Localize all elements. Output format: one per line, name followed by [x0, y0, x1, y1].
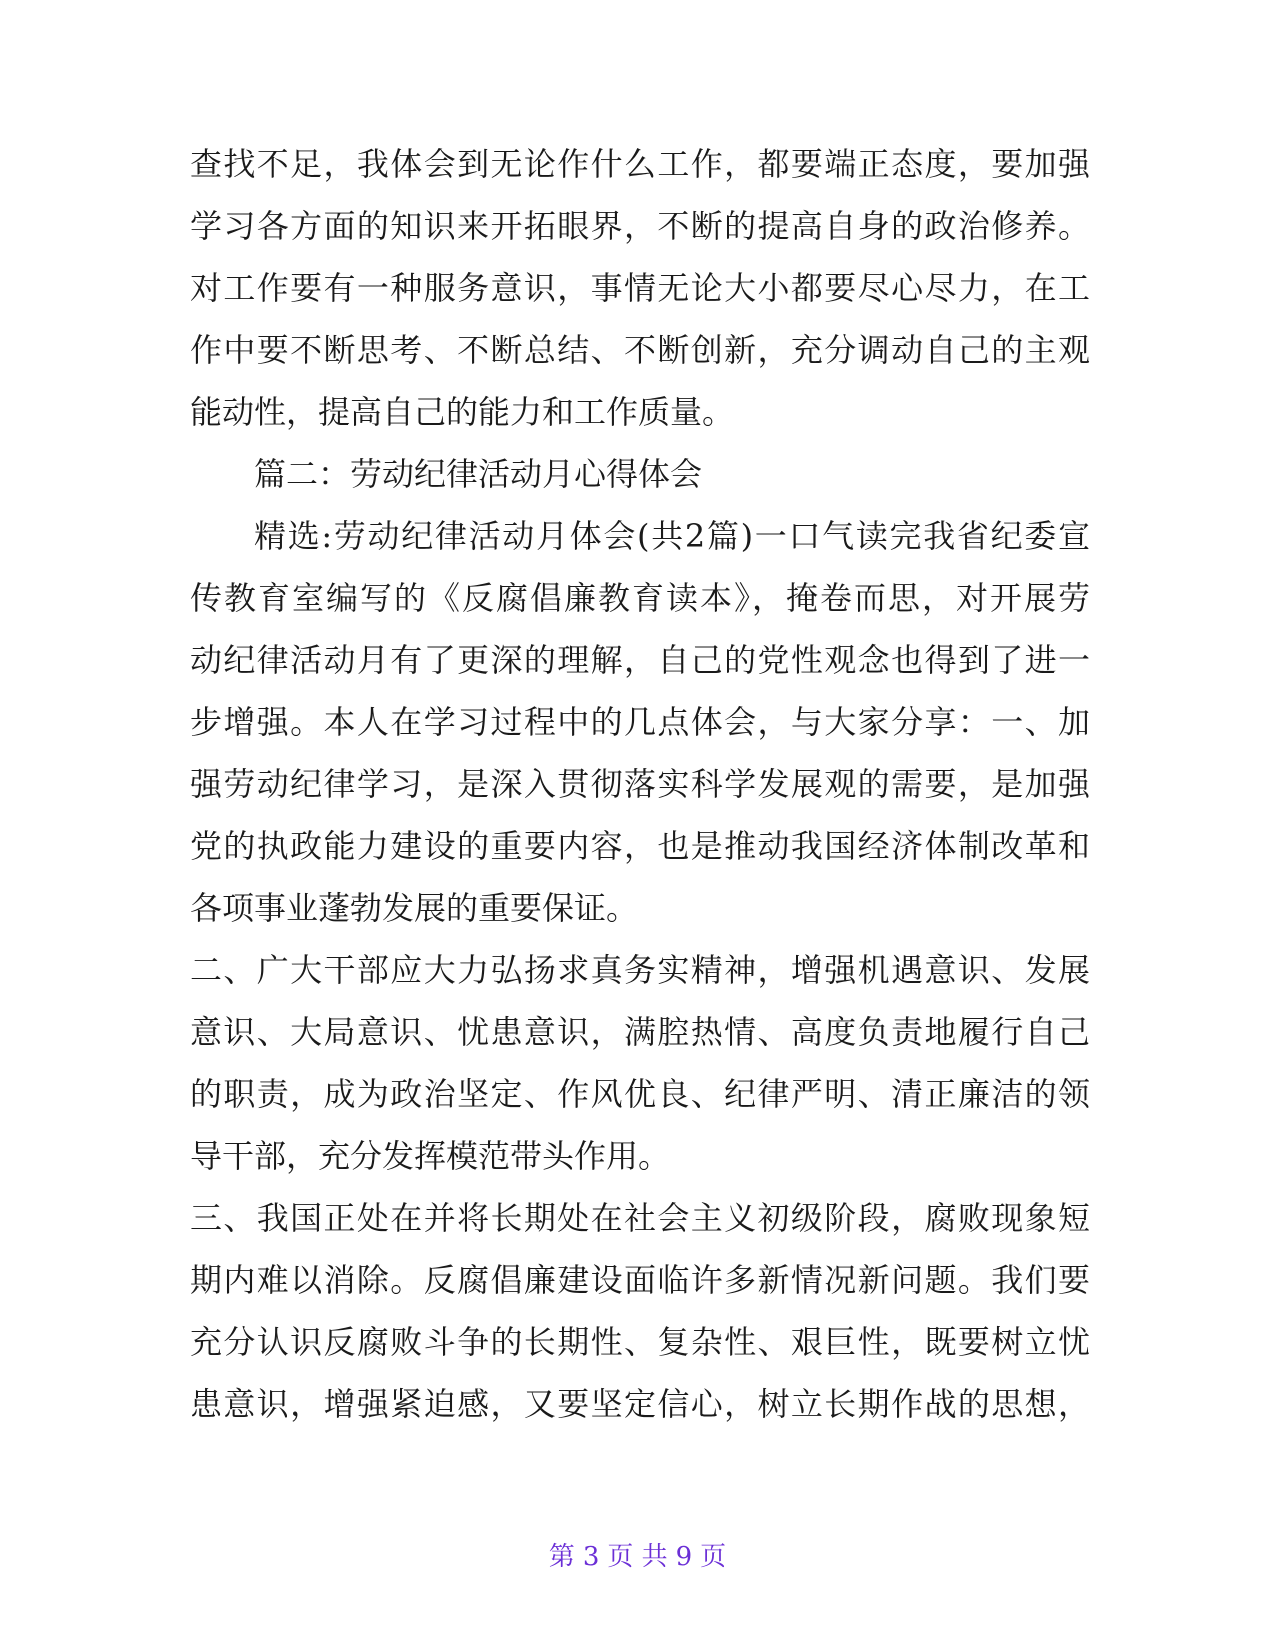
text-line: 查找不足，我体会到无论作什么工作，都要端正态度，要加强 [190, 145, 1090, 183]
text-line: 传教育室编写的《反腐倡廉教育读本》，掩卷而思，对开展劳 [190, 579, 1090, 617]
footer-prefix: 第 [548, 1542, 575, 1572]
footer-suffix: 页 [700, 1542, 727, 1572]
text-line: 作中要不断思考、不断总结、不断创新，充分调动自己的主观 [190, 331, 1090, 369]
text-line: 充分认识反腐败斗争的长期性、复杂性、艰巨性，既要树立忧 [190, 1323, 1090, 1361]
current-page-number: 3 [582, 1542, 600, 1572]
text-line: 的职责，成为政治坚定、作风优良、纪律严明、清正廉洁的领 [190, 1075, 1090, 1113]
total-page-count: 9 [675, 1542, 693, 1572]
text-line: 各项事业蓬勃发展的重要保证。 [190, 889, 639, 927]
section-heading: 篇二：劳动纪律活动月心得体会 [254, 455, 703, 493]
text-line: 三、我国正处在并将长期处在社会主义初级阶段，腐败现象短 [190, 1199, 1090, 1237]
text-line: 意识、大局意识、忧患意识，满腔热情、高度负责地履行自己 [190, 1013, 1090, 1051]
text-line: 步增强。本人在学习过程中的几点体会，与大家分享：一、加 [190, 703, 1090, 741]
text-line: 对工作要有一种服务意识，事情无论大小都要尽心尽力，在工 [190, 269, 1090, 307]
text-line: 精选:劳动纪律活动月体会(共2篇)一口气读完我省纪委宣 [254, 517, 1090, 555]
text-line: 二、广大干部应大力弘扬求真务实精神，增强机遇意识、发展 [190, 951, 1090, 989]
text-line: 导干部，充分发挥模范带头作用。 [190, 1137, 671, 1175]
page-number-footer [0, 1536, 1275, 1573]
text-line: 患意识，增强紧迫感，又要坚定信心，树立长期作战的思想， [190, 1385, 1090, 1423]
text-line: 党的执政能力建设的重要内容，也是推动我国经济体制改革和 [190, 827, 1090, 865]
text-line: 期内难以消除。反腐倡廉建设面临许多新情况新问题。我们要 [190, 1261, 1090, 1299]
text-line: 强劳动纪律学习，是深入贯彻落实科学发展观的需要，是加强 [190, 765, 1090, 803]
footer-middle: 页 共 [607, 1542, 668, 1572]
text-line: 学习各方面的知识来开拓眼界，不断的提高自身的政治修养。 [190, 207, 1090, 245]
text-line: 能动性，提高自己的能力和工作质量。 [190, 393, 735, 431]
text-line: 动纪律活动月有了更深的理解，自己的党性观念也得到了进一 [190, 641, 1090, 679]
